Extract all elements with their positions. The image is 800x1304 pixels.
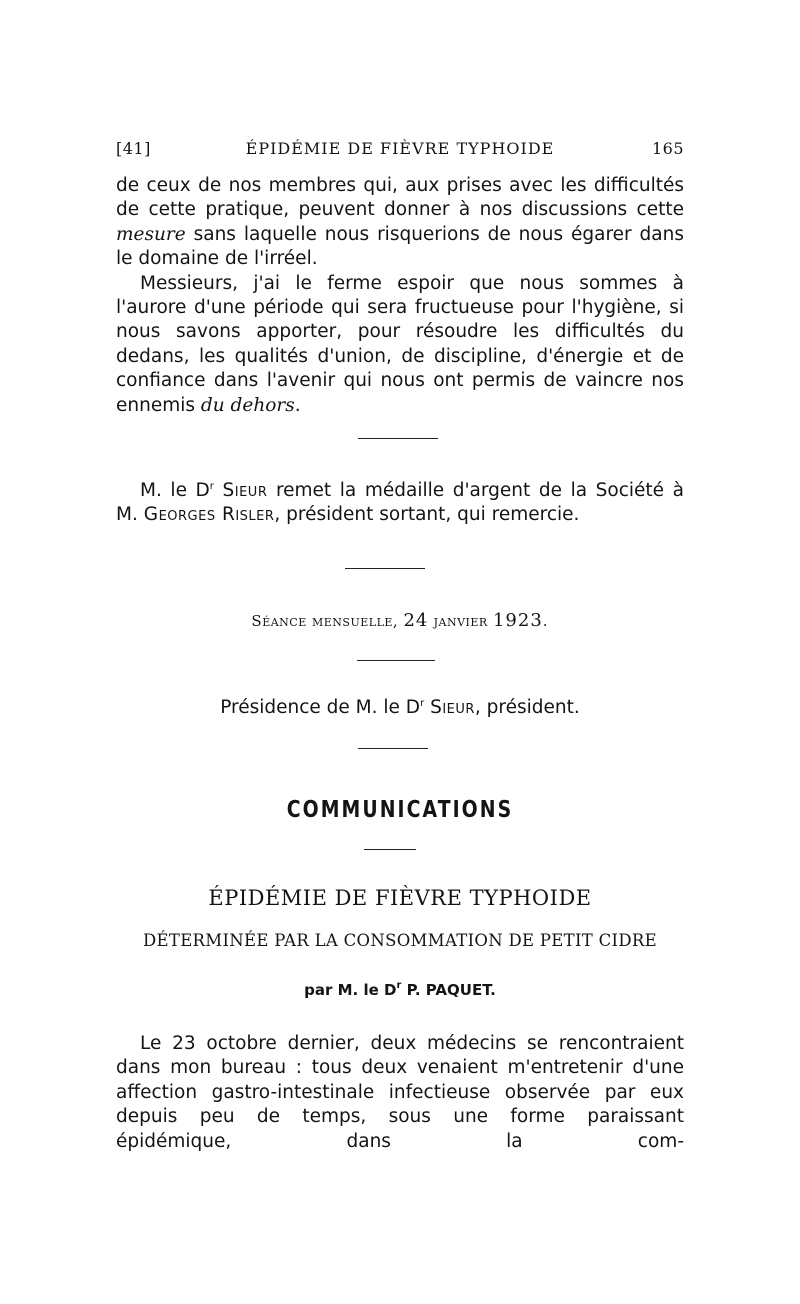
article-title: ÉPIDÉMIE DE FIÈVRE TYPHOIDE xyxy=(208,886,592,910)
article-body xyxy=(116,1032,684,1154)
section-heading: COMMUNICATIONS xyxy=(286,797,514,823)
running-head xyxy=(116,139,684,161)
article-byline: par M. le $D^r$ P. PAQUET. xyxy=(304,980,496,999)
separator-rule xyxy=(358,438,438,439)
paragraph-messieurs: Messieurs, j'ai le ferme espoir que nous sommes à l'aurore d'une période qui sera fructueuse pour l'hygiène, si nous savons apporter, pour résoudre les difficultés du dedans, les qualités d'union, de discipline, d'énergie et de confiance dans l'avenir qui nous ont permis de vaincre nos ennemis du dehors. xyxy=(116,272,684,416)
name-georges-risler: Georges Risler xyxy=(143,504,275,526)
separator-rule xyxy=(345,568,425,569)
separator-rule xyxy=(357,660,435,661)
page-number: 165 xyxy=(651,139,684,158)
continuation-text xyxy=(116,174,684,418)
page-reference: [41] xyxy=(116,139,151,158)
paragraph-continuation: de ceux de nos membres qui, aux prises avec les difficultés de cette pratique, peuvent donner à nos discussions cette mesure sans laquelle nous risquerions de nous égarer dans le domaine de l'irréel. xyxy=(116,175,684,270)
name-sieur: Sieur xyxy=(222,480,268,501)
separator-rule xyxy=(358,748,428,749)
medal-line-2: M. Georges Risler, président sortant, qui remercie. xyxy=(116,504,580,526)
seance-heading: Séance mensuelle, 24 janvier 1923. xyxy=(251,610,549,631)
body-paragraph: Le 23 octobre dernier, deux médecins se rencontraient dans mon bureau : tous deux venaient m'entretenir d'une affection gastro-intestinale infectieuse observée par eux depuis peu de temps, sous une forme paraissant épidémique, dans la com- xyxy=(116,1033,684,1152)
running-title: ÉPIDÉMIE DE FIÈVRE TYPHOIDE xyxy=(245,139,555,158)
article-subtitle: DÉTERMINÉE PAR LA CONSOMMATION DE PETIT CIDRE xyxy=(143,931,657,950)
separator-rule xyxy=(364,849,416,850)
medal-paragraph xyxy=(116,479,684,528)
italic-mesure: mesure xyxy=(116,223,186,245)
medal-line-1: M. le $D^r$ Sieur remet la médaille d'argent de la Société à xyxy=(140,480,684,501)
italic-du-dehors: du dehors xyxy=(200,394,295,416)
presidence-line: Présidence de M. le $D^r$ Sieur, président. xyxy=(220,697,580,718)
name-sieur: Sieur xyxy=(430,697,475,718)
